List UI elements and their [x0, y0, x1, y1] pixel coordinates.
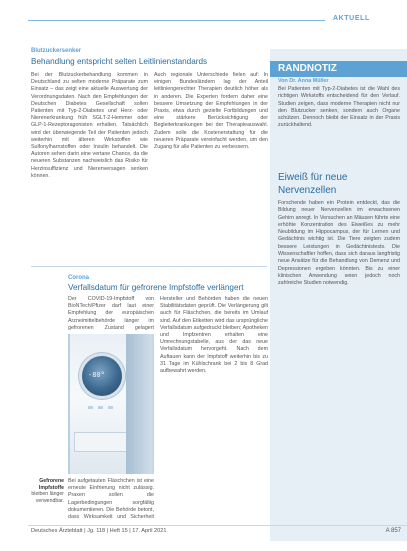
- page-number: A 857: [385, 528, 401, 534]
- article2-kicker: Corona: [68, 275, 89, 281]
- article1-column-2: Auch regionale Unterschiede fielen auf: In einigen Bundesländern lag der Anteil leitliniengerechter Therapien deutlich höher als in anderen. Die Experten fordern daher eine bessere Umsetzung der Empfehlungen in der Praxis, etwa durch gezielte Fortbildungen und eine stärkere Berücksichtigung der Begleiterkrankungen bei der Therapieauswahl. Zudem solle die Kostenerstattung für die neueren Präparate vereinfacht werden, um den Zugang für alle Patienten zu verbessern.: [154, 72, 268, 151]
- photo-caption: [28, 478, 64, 504]
- freezer-display-text: -80°: [88, 371, 105, 379]
- freezer-indicator-light: [108, 406, 113, 409]
- sidebar-label: RANDNOTIZ: [270, 61, 407, 77]
- article-divider: [31, 266, 267, 267]
- sidebar-body: Forschende haben ein Protein entdeckt, das die Bildung neuer Nervenzellen im erwachsenen Gehirn anregt. In Versuchen an Mäusen führte eine erhöhte Konzentration des Eiweißes zu mehr Neubildung im Hippocampus, der für Lernen und Gedächtnis wichtig ist. Die Tiere zeigten zudem bessere Leistungen in Gedächtnistests. Die Wissenschaftler hoffen, dass sich daraus langfristig neue Ansätze für die Behandlung von Demenz und Depressionen ergeben könnten. Bis zu einer klinischen Anwendung seien jedoch noch zahlreiche Studien notwendig.: [278, 200, 400, 287]
- vaccine-freezer-photo: [68, 334, 154, 474]
- freezer-indicator-light: [98, 406, 103, 409]
- article2-column-2: Hersteller und Behörden haben die neuen Stabilitätsdaten geprüft. Die Verlängerung gilt auch für Fläschchen, die bereits im Umlauf sind. Auf den Etiketten wird das ursprüngliche Verfallsdatum aufgedruckt bleiben; Apotheken und Impfzentren erhalten eine Umrechnungstabelle, aus der das neue Verfallsdatum hervorgeht. Nach dem Auftauen kann der Impfstoff weiterhin bis zu 31 Tage im Kühlschrank bei 2 bis 8 Grad aufbewahrt werden.: [160, 296, 268, 375]
- article1-headline: Behandlung entspricht selten Leitlinienstandards: [31, 57, 208, 66]
- sidebar-author: Von Dr. Anna Müller: [278, 78, 329, 84]
- page-header: [0, 0, 407, 30]
- article2-column-3: Bei aufgetauten Fläschchen ist eine erneute Einfrierung nicht zulässig. Praxen sollen die Lagerbedingungen sorgfältig dokumentieren. Die Behörde betont, dass Wirksamkeit und Sicherheit: [68, 478, 154, 520]
- footer-citation: Deutsches Ärzteblatt | Jg. 118 | Heft 15 | 17. April 2021: [31, 528, 167, 534]
- section-label: AKTUELL: [325, 12, 407, 25]
- sidebar-intro: Bei Patienten mit Typ-2-Diabetes ist die Wahl des richtigen Wirkstoffs entscheidend für den Verlauf. Studien zeigen, dass moderne Therapien nicht nur den Blutzucker senken, sondern auch Organe schützen. Dennoch bleibt der Einsatz in der Praxis zurückhaltend.: [278, 86, 400, 129]
- freezer-indicator-light: [88, 406, 93, 409]
- article1-kicker: Blutzuckersenker: [31, 48, 82, 54]
- caption-body: bleiben länger verwendbar.: [31, 491, 64, 504]
- caption-title: Gefrorene Impfstoffe: [38, 478, 64, 491]
- footer-rule: [28, 525, 407, 526]
- sidebar-headline: Eiweiß für neue Nervenzellen: [278, 172, 348, 196]
- article1-column-1: Bei der Blutzuckerbehandlung kommen in Deutschland zu selten moderne Präparate zum Einsatz – das zeigt eine aktuelle Auswertung der Verordnungsdaten. Nach den Empfehlungen der Deutschen Diabetes Gesellschaft sollen Patienten mit Typ-2-Diabetes und Herz- oder Nierenerkrankung früh SGLT-2-Hemmer oder GLP-1-Rezeptoragonisten erhalten. Tatsächlich wird der überwiegende Teil der Patienten jedoch weiterhin mit älteren Wirkstoffen wie Sulfonylharnstoffen oder Insulin behandelt. Die Autoren sehen darin eine vertane Chance, da die neueren Substanzen nachweislich das Risiko für Herzinsuffizienz und Nierenversagen senken können.: [31, 72, 148, 179]
- article2-headline: Verfallsdatum für gefrorene Impfstoffe verlängert: [68, 283, 244, 292]
- article2-column-1: Der COVID-19-Impfstoff von BioNTech/Pfizer darf laut einer Empfehlung der europäischen Arzneimittelbehörde länger im gefrorenen Zustand gelagert: [68, 296, 154, 331]
